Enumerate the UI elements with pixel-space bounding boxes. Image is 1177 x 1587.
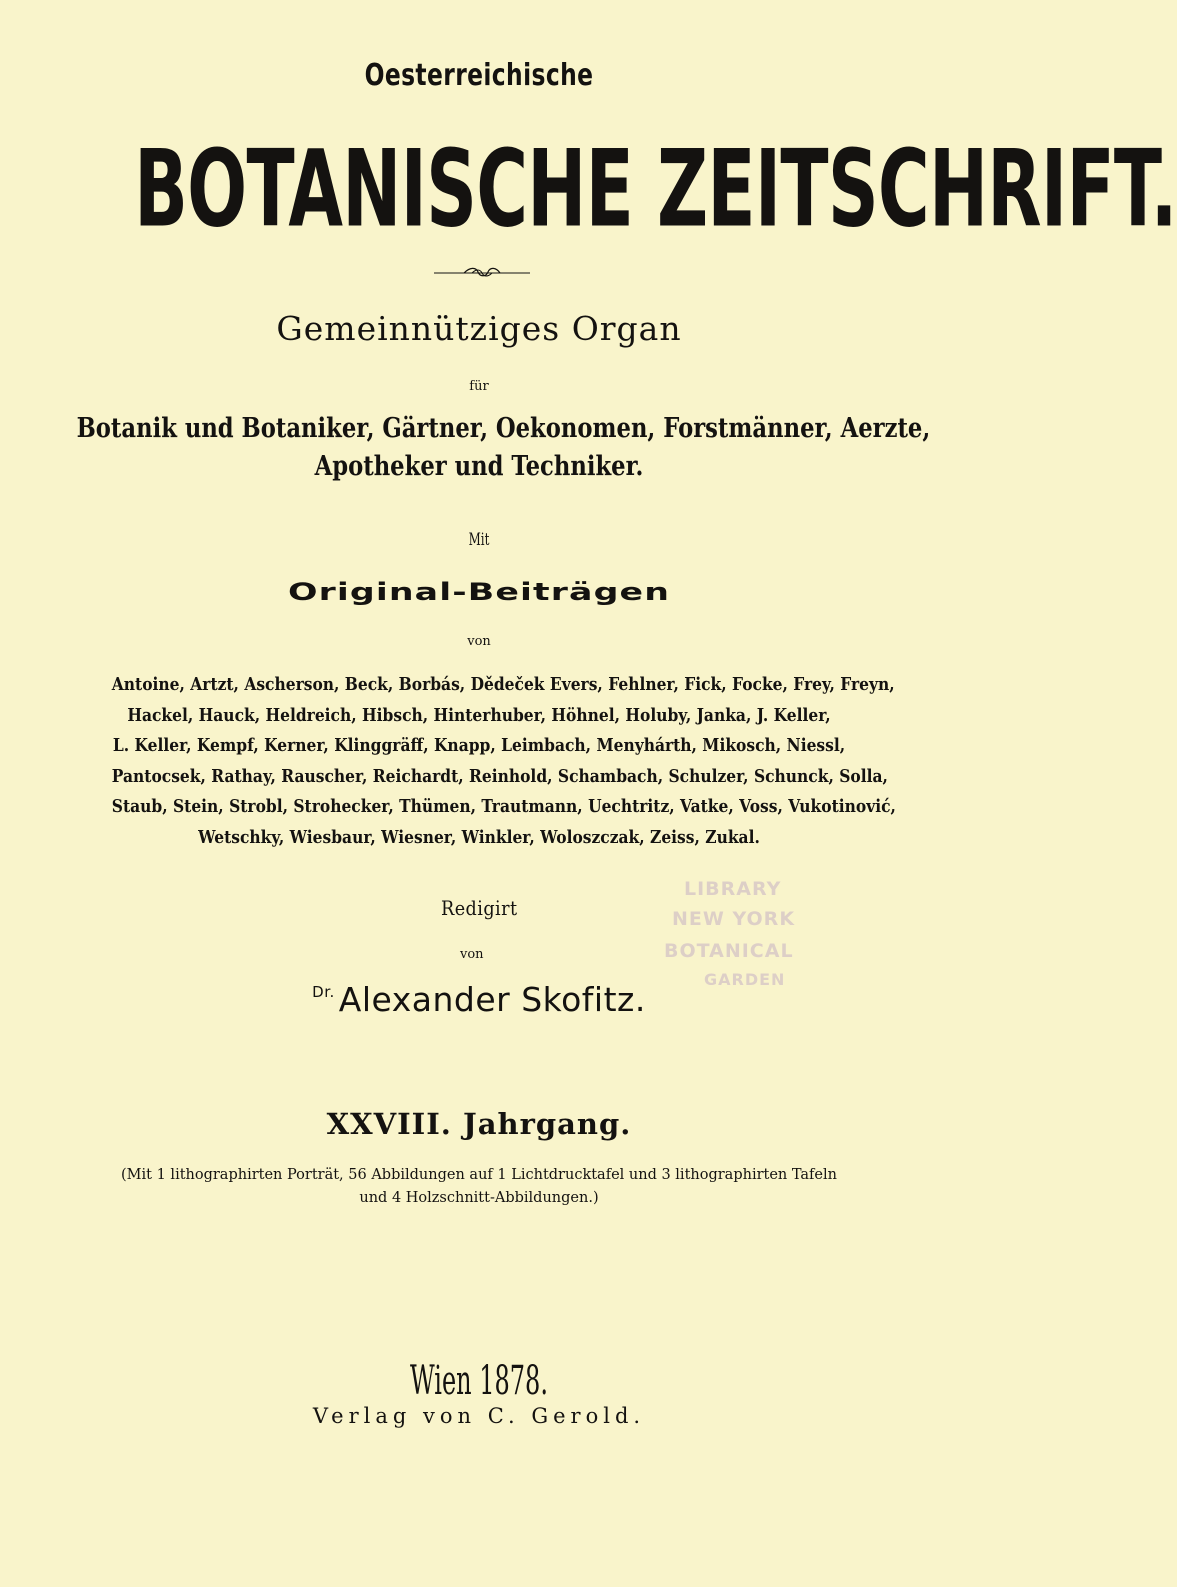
von-contributors-label: von [467, 634, 491, 649]
editor-name [0, 980, 958, 1019]
place-year: Wien 1878. [410, 1358, 548, 1404]
stamp-line: NEW YORK [672, 908, 796, 930]
audience-line: Apotheker und Techniker. [314, 451, 644, 482]
note-line: (Mit 1 lithographirten Porträt, 56 Abbildungen auf 1 Lichtdrucktafel und 3 lithographirten Tafeln [121, 1167, 837, 1183]
contributor-line: Staub, Stein, Strobl, Strohecker, Thümen, Trautmann, Uechtritz, Vatke, Voss, Vukotinović, [111, 796, 896, 817]
journal-kicker: Oesterreichische [364, 58, 594, 93]
editor-title: Dr. [312, 983, 335, 1001]
ornament-divider [434, 266, 530, 278]
audience-block [76, 410, 931, 486]
stamp-line: GARDEN [704, 970, 786, 989]
editor-full-name: Alexander Skofitz. [338, 980, 646, 1019]
contributor-line: Pantocsek, Rathay, Rauscher, Reichardt, Reinhold, Schambach, Schulzer, Schunck, Solla, [111, 765, 888, 787]
contributor-line: Hackel, Hauck, Heldreich, Hibsch, Hinterhuber, Höhnel, Holuby, Janka, J. Keller, [127, 704, 831, 726]
journal-subtitle: Gemeinnütziges Organ [276, 309, 682, 348]
contributor-line: L. Keller, Kempf, Kerner, Klinggräff, Knapp, Leimbach, Menyhárth, Mikosch, Niessl, [112, 735, 846, 756]
audience-line: Botanik und Botaniker, Gärtner, Oekonomen, Forstmänner, Aerzte, [76, 413, 931, 444]
redigirt-label: Redigirt [441, 896, 518, 920]
mit-label: Mit [468, 530, 490, 550]
stamp-line: LIBRARY [684, 878, 782, 900]
volume-heading: XXVIII. Jahrgang. [326, 1107, 632, 1141]
publisher-line: Verlag von C. Gerold. [312, 1404, 646, 1428]
contributor-line: Antoine, Artzt, Ascherson, Beck, Borbás, Dědeček Evers, Fehlner, Fick, Focke, Frey, Freyn, [111, 674, 895, 695]
original-contributions-heading: Original-Beiträgen [287, 577, 671, 607]
stamp-line: BOTANICAL [664, 940, 794, 962]
note-line: und 4 Holzschnitt-Abbildungen.) [359, 1190, 599, 1206]
contributor-list [52, 670, 906, 853]
journal-title: BOTANISCHE ZEITSCHRIFT. [134, 128, 1177, 252]
von-editor-label: von [460, 947, 484, 962]
illustration-note [62, 1164, 896, 1210]
fuer-label: für [469, 379, 489, 394]
contributor-line: Wetschky, Wiesbaur, Wiesner, Winkler, Woloszczak, Zeiss, Zukal. [198, 826, 760, 848]
